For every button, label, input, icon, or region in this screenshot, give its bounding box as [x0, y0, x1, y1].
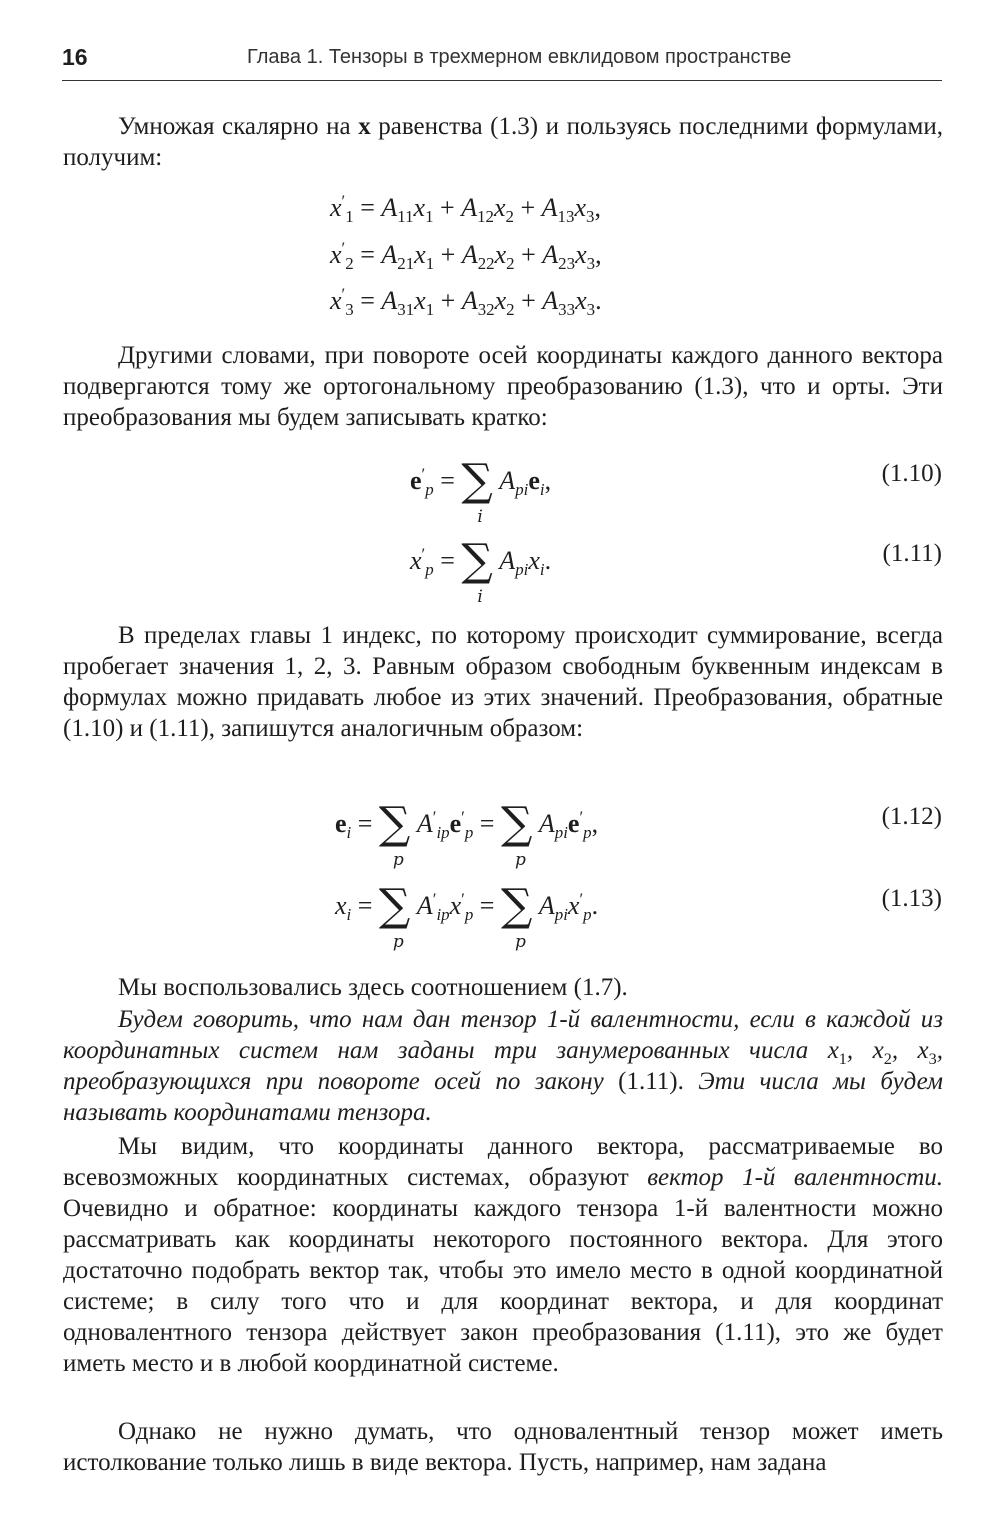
equation-number-1-11: (1.11): [882, 540, 942, 567]
equation-number-1-13: (1.13): [881, 885, 942, 912]
equation-1-13: $x_i$ = ∑ p $A'_{ip}x'_p$ = ∑ p $A_{pi}x'_p$.: [335, 880, 599, 952]
equation-x1: $x'_1 = A_{11}x_1 + A_{12}x_2 + A_{13}x_3$,: [330, 191, 601, 227]
sum-symbol: ∑ p: [500, 880, 533, 952]
sum-symbol: ∑ p: [378, 798, 411, 870]
sum-symbol: ∑ p: [500, 798, 533, 870]
equation-x3: $x'_3 = A_{31}x_1 + A_{32}x_2 + A_{33}x_3$.: [330, 284, 602, 320]
chapter-title: Глава 1. Тензоры в трехмерном евклидовом пространстве: [247, 46, 792, 68]
page-number: 16: [62, 44, 88, 70]
equation-1-10: $e'_p$ = ∑ i $A_{pi}e_i$,: [410, 455, 552, 527]
sum-symbol: ∑ p: [378, 880, 411, 952]
paragraph-vector-valence: Мы видим, что координаты данного вектора, рассматриваемые во всевозможных координатных системах, образуют вектор 1-й валентности. Очевидно и обратное: координаты каждого тензора 1-й валентности можно рассматривать как координаты некоторого постоянного вектора. Для этого достаточно подобрать вектор так, чтобы это имело место в одной координатной системе; в силу того что и для координат вектора, и для координат одновалентного тензора действует закон преобразования (1.11), это же будет иметь место и в любой координатной системе.: [63, 1133, 943, 1377]
equation-x2: $x'_2 = A_{21}x_1 + A_{22}x_2 + A_{23}x_3$,: [330, 238, 602, 274]
paragraph-interpretation: Однако не нужно думать, что одновалентный тензор может иметь истолкование только лишь в виде вектора. Пусть, например, нам задана: [63, 1418, 943, 1476]
equation-number-1-10: (1.10): [881, 460, 942, 487]
paragraph-intro: Умножая скалярно на x равенства (1.3) и пользуясь последними формулами, получим:: [63, 113, 943, 171]
paragraph-orthogonal: Другими словами, при повороте осей координаты каждого данного вектора подвергаются тому же ортогональному преобразованию (1.3), что и орты. Эти преобразования мы будем записывать кратко:: [63, 342, 943, 431]
equation-1-12: $e_i$ = ∑ p $A'_{ip}e'_p$ = ∑ p $A_{pi}e'_p$,: [335, 798, 599, 870]
page-header: [62, 40, 942, 81]
paragraph-tensor-definition: Будем говорить, что нам дан тензор 1-й валентности, если в каждой из координатных систем нам заданы три занумерованных числа $x_1$, $x_2$, $x_3$, преобразующихся при повороте осей по закону (1.11). Эти числа мы будем называть координатами тензора.: [63, 1006, 944, 1126]
sum-symbol: ∑ i: [461, 535, 493, 607]
equation-number-1-12: (1.12): [881, 803, 942, 830]
sum-symbol: ∑ i: [461, 455, 493, 527]
paragraph-summation: В пределах главы 1 индекс, по которому происходит суммирование, всегда пробегает значения 1, 2, 3. Равным образом свободным буквенным индексам в формулах можно придавать любое из этих значений. Преобразования, обратные (1.10) и (1.11), запишутся аналогичным образом:: [63, 622, 943, 742]
equation-1-11: $x'_p$ = ∑ i $A_{pi}x_i$.: [410, 535, 552, 607]
paragraph-relation: Мы воспользовались здесь соотношением (1.7).: [118, 974, 628, 1001]
